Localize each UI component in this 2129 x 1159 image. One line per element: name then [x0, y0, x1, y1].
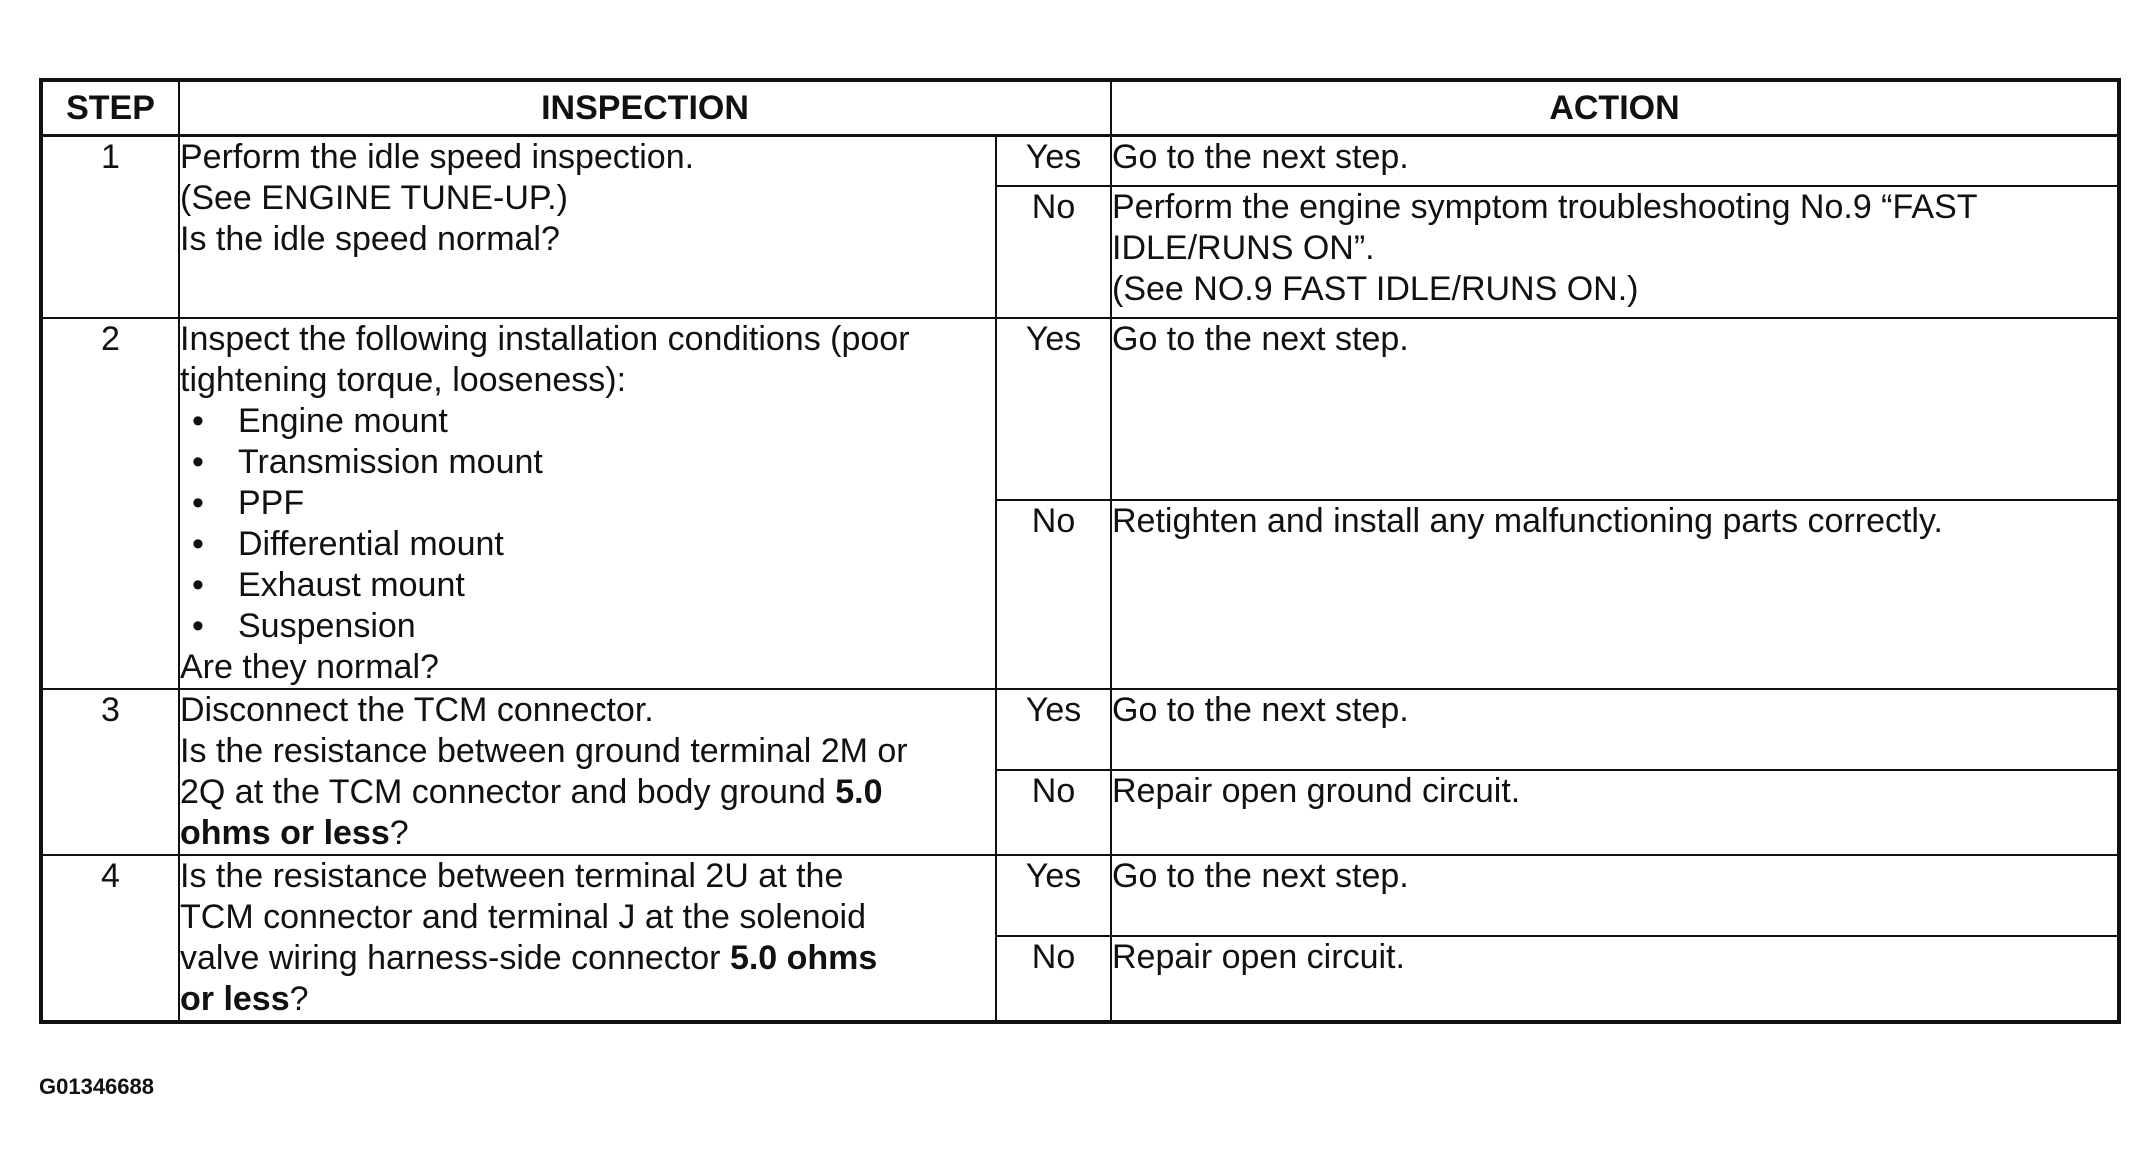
- step-4-inspection-line: [180, 938, 995, 979]
- step-4-inspection-line: [180, 979, 995, 1020]
- step-4-threshold-value: 5.0 ohms: [729, 939, 878, 977]
- step-1-yes-label: Yes: [996, 136, 1111, 187]
- step-2-no-label: No: [996, 500, 1111, 689]
- step-3-yes-action: Go to the next step.: [1111, 689, 2119, 770]
- step-1-no-action: [1111, 186, 2119, 318]
- step-1-inspection-line: (See ENGINE TUNE-UP.): [180, 179, 568, 217]
- step-1-no-action-line: IDLE/RUNS ON”.: [1112, 229, 1375, 268]
- step-4-inspection: [179, 855, 996, 1022]
- step-3-inspection-line: [180, 813, 995, 854]
- step-4-inspection-line: Is the resistance between terminal 2U at the: [180, 857, 844, 895]
- step-2-inspection: [179, 318, 996, 689]
- step-1-no-action-line: (See NO.9 FAST IDLE/RUNS ON.): [1112, 270, 1639, 309]
- step-2-inspection-line: Inspect the following installation conditions (poor: [180, 320, 910, 358]
- step-2-question: Are they normal?: [180, 648, 439, 686]
- diagnostic-procedure-table: [39, 78, 2121, 1024]
- step-2-yes-action: Go to the next step.: [1111, 318, 2119, 500]
- step-3-yes-label: Yes: [996, 689, 1111, 770]
- step-4-threshold-unit: or less: [180, 980, 290, 1018]
- step-1-inspection-line: Perform the idle speed inspection.: [180, 138, 695, 176]
- step-3-inspection-text: 2Q at the TCM connector and body ground: [180, 773, 836, 811]
- step-2-inspection-line: tightening torque, looseness):: [180, 361, 627, 399]
- list-item: • Suspension: [192, 606, 995, 647]
- step-3-inspection-line: Is the resistance between ground terminal 2M or: [180, 732, 908, 770]
- list-item: • Exhaust mount: [192, 565, 995, 606]
- step-3-threshold-value: 5.0: [835, 773, 883, 811]
- step-3-yes-row: [41, 689, 2119, 770]
- step-4-yes-action: Go to the next step.: [1111, 855, 2119, 936]
- step-3-no-action: Repair open ground circuit.: [1111, 770, 2119, 855]
- step-3-threshold-unit: ohms or less: [180, 814, 390, 852]
- step-1-yes-row: [41, 136, 2119, 187]
- step-3-inspection-line: Disconnect the TCM connector.: [180, 691, 654, 729]
- step-4-question-mark: ?: [289, 980, 309, 1018]
- step-2-number: 2: [41, 318, 179, 689]
- header-row: [41, 80, 2119, 136]
- step-4-inspection-line: TCM connector and terminal J at the solenoid: [180, 898, 867, 936]
- step-4-yes-label: Yes: [996, 855, 1111, 936]
- step-2-yes-label: Yes: [996, 318, 1111, 500]
- step-4-number: 4: [41, 855, 179, 1022]
- step-1-inspection: [179, 136, 996, 319]
- step-1-no-label: No: [996, 186, 1111, 318]
- step-1-no-action-line: Perform the engine symptom troubleshooting No.9 “FAST: [1112, 188, 1978, 227]
- step-4-no-label: No: [996, 936, 1111, 1022]
- step-3-no-label: No: [996, 770, 1111, 855]
- step-2-parts-list: [180, 401, 995, 647]
- list-item: • Differential mount: [192, 524, 995, 565]
- step-3-question-mark: ?: [389, 814, 409, 852]
- step-1-yes-action: Go to the next step.: [1111, 136, 2119, 187]
- list-item: • PPF: [192, 483, 995, 524]
- step-4-yes-row: [41, 855, 2119, 936]
- header-inspection: INSPECTION: [179, 80, 1111, 136]
- step-2-no-action: Retighten and install any malfunctioning parts correctly.: [1111, 500, 2119, 689]
- step-2-yes-row: [41, 318, 2119, 500]
- step-3-number: 3: [41, 689, 179, 855]
- step-3-inspection: [179, 689, 996, 855]
- header-step: STEP: [41, 80, 179, 136]
- list-item: • Transmission mount: [192, 442, 995, 483]
- step-4-inspection-text: valve wiring harness-side connector: [180, 939, 730, 977]
- list-item: • Engine mount: [192, 401, 995, 442]
- step-4-no-action: Repair open circuit.: [1111, 936, 2119, 1022]
- header-action: ACTION: [1111, 80, 2119, 136]
- step-1-number: 1: [41, 136, 179, 319]
- step-3-inspection-line: [180, 772, 995, 813]
- figure-id: G01346688: [39, 1074, 154, 1099]
- step-1-inspection-line: Is the idle speed normal?: [180, 220, 560, 258]
- diagnostic-procedure-table-container: [39, 78, 2121, 1024]
